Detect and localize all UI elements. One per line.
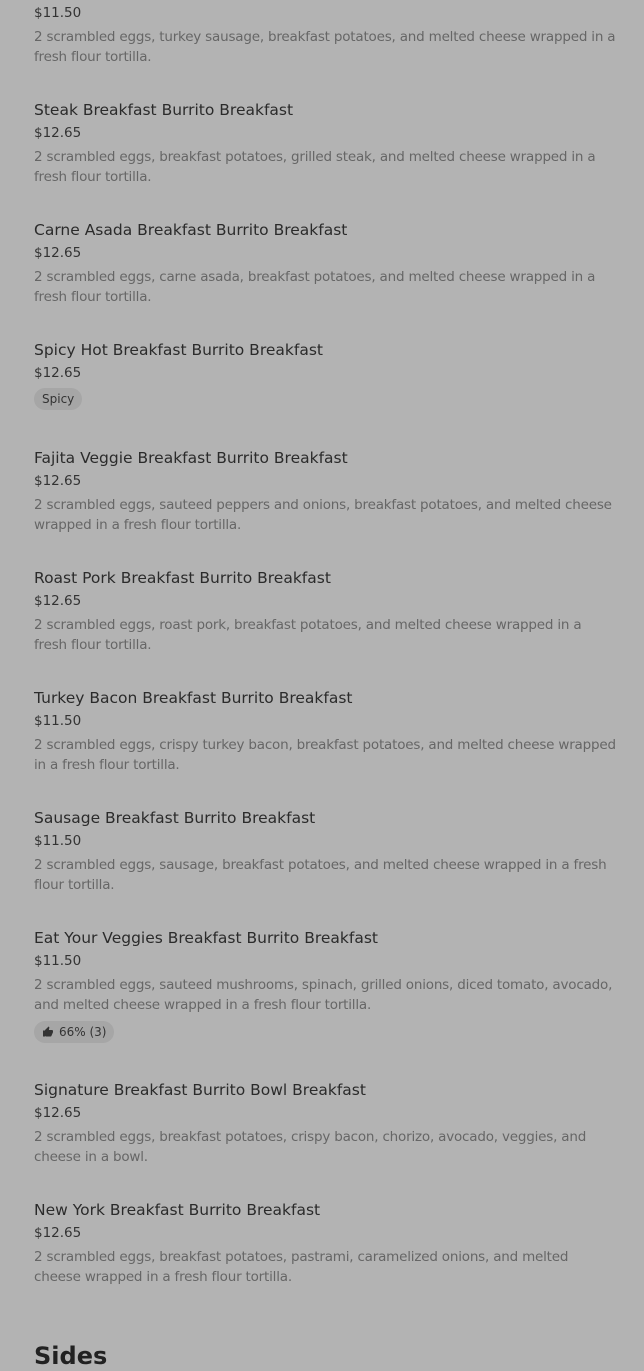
menu-item-roast-pork-burrito[interactable] [34,568,618,688]
menu-item-sausage-burrito[interactable] [34,808,618,928]
item-title: New York Breakfast Burrito Breakfast [34,1201,321,1219]
menu-item-turkey-bacon-burrito[interactable] [34,688,618,808]
item-title: Turkey Bacon Breakfast Burrito Breakfast [34,689,353,707]
menu-item-steak-burrito[interactable] [34,100,618,220]
item-title: Signature Breakfast Burrito Bowl Breakfast [34,1081,366,1099]
menu-item-list [34,0,618,1320]
item-description: 2 scrambled eggs, sausage, breakfast potatoes, and melted cheese wrapped in a fresh flour tortilla. [34,857,607,893]
menu-item-spicy-hot-burrito[interactable] [34,340,618,448]
item-description: 2 scrambled eggs, sauteed mushrooms, spinach, grilled onions, diced tomato, avocado, and melted cheese wrapped in a fresh flour tortilla. [34,977,613,1013]
item-price: $12.65 [34,245,82,261]
item-title: Sausage Breakfast Burrito Breakfast [34,809,316,827]
menu-item-eat-your-veggies-burrito[interactable] [34,928,618,1080]
item-title: Fajita Veggie Breakfast Burrito Breakfast [34,449,348,467]
item-description: 2 scrambled eggs, breakfast potatoes, crispy bacon, chorizo, avocado, veggies, and cheese in a bowl. [34,1129,587,1165]
menu-item-turkey-sausage-burrito[interactable] [34,0,618,100]
item-price: $11.50 [34,5,82,21]
item-description: 2 scrambled eggs, breakfast potatoes, grilled steak, and melted cheese wrapped in a fresh flour tortilla. [34,149,596,185]
item-price: $11.50 [34,953,82,969]
item-description: 2 scrambled eggs, crispy turkey bacon, breakfast potatoes, and melted cheese wrapped in a fresh flour tortilla. [34,737,616,773]
rating-text: 66% (3) [59,1025,107,1039]
item-title: Carne Asada Breakfast Burrito Breakfast [34,221,348,239]
item-title: Roast Pork Breakfast Burrito Breakfast [34,569,331,587]
item-title: Eat Your Veggies Breakfast Burrito Breakfast [34,929,378,947]
item-price: $12.65 [34,125,82,141]
menu-item-signature-burrito-bowl[interactable] [34,1080,618,1200]
item-price: $11.50 [34,833,82,849]
section-title-sides: Sides [34,1342,108,1370]
thumbs-up-icon [42,1026,54,1038]
menu-item-fajita-veggie-burrito[interactable] [34,448,618,568]
item-price: $12.65 [34,1225,82,1241]
item-price: $12.65 [34,593,82,609]
item-description: 2 scrambled eggs, breakfast potatoes, pastrami, caramelized onions, and melted cheese wrapped in a fresh flour tortilla. [34,1249,569,1285]
menu-item-new-york-burrito[interactable] [34,1200,618,1320]
item-price: $11.50 [34,713,82,729]
item-description: 2 scrambled eggs, turkey sausage, breakfast potatoes, and melted cheese wrapped in a fresh flour tortilla. [34,29,616,65]
item-title: Spicy Hot Breakfast Burrito Breakfast [34,341,323,359]
rating-badge [34,1021,114,1043]
item-description: 2 scrambled eggs, sauteed peppers and onions, breakfast potatoes, and melted cheese wrapped in a fresh flour tortilla. [34,497,612,533]
menu-item-carne-asada-burrito[interactable] [34,220,618,340]
item-price: $12.65 [34,1105,82,1121]
item-description: 2 scrambled eggs, carne asada, breakfast potatoes, and melted cheese wrapped in a fresh flour tortilla. [34,269,596,305]
item-description: 2 scrambled eggs, roast pork, breakfast potatoes, and melted cheese wrapped in a fresh flour tortilla. [34,617,582,653]
item-title: Steak Breakfast Burrito Breakfast [34,101,294,119]
spicy-tag: Spicy [34,388,82,410]
item-price: $12.65 [34,473,82,489]
item-price: $12.65 [34,365,82,381]
